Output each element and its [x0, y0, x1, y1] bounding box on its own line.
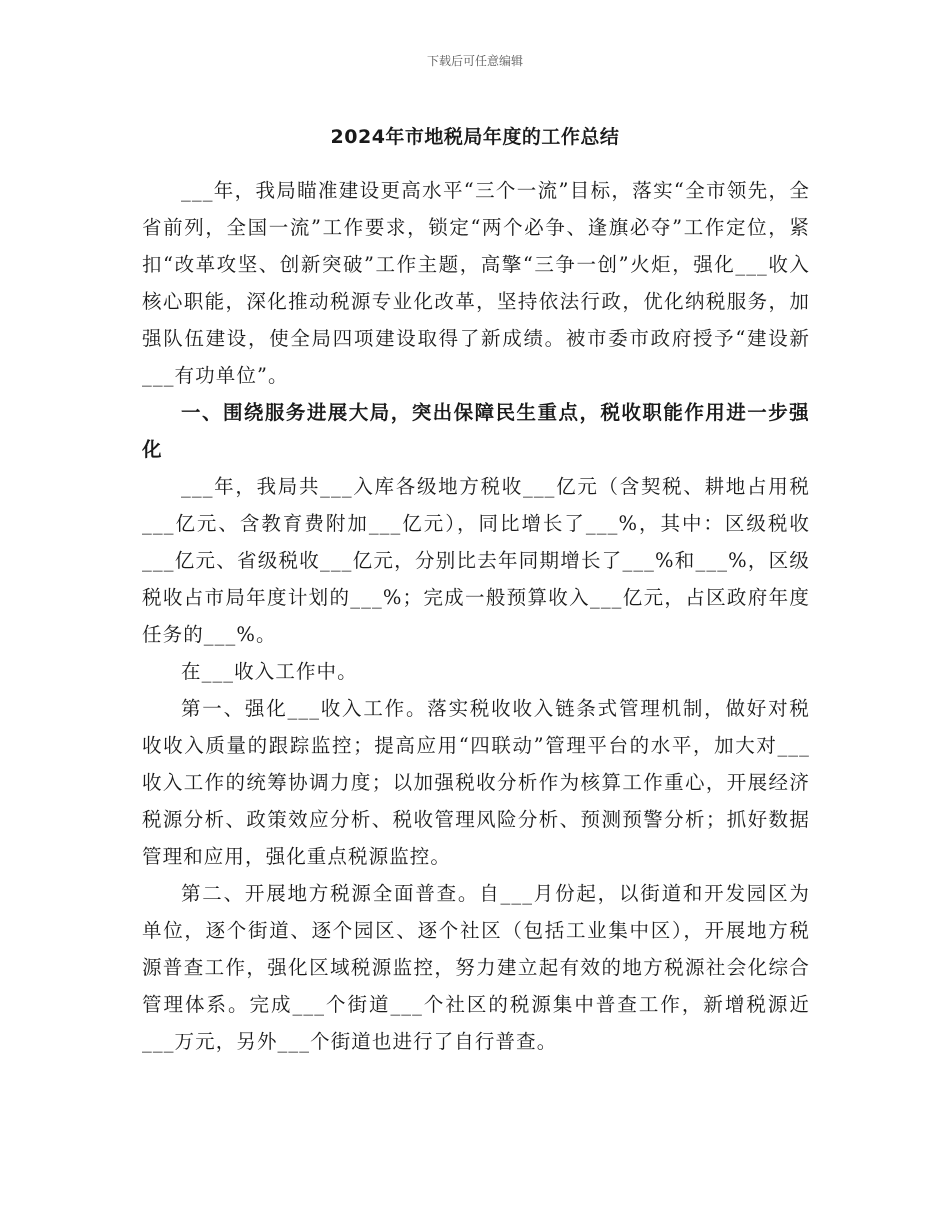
header-note: 下载后可任意编辑	[426, 54, 523, 68]
document-title: 2024年市地税局年度的工作总结	[330, 126, 620, 148]
intro-paragraph: ___年，我局瞄准建设更高水平“三个一流”目标，落实“全市领先，全省前列，全国一流”工作要求，锁定“两个必争、逢旗必夺”工作定位，紧扣“改革攻坚、创新突破”工作主题，高擎“三争一创”火炬，强化___收入核心职能，深化推动税源专业化改革，坚持依法行政，优化纳税服务，加强队伍建设，使全局四项建设取得了新成绩。被市委市政府授予“建设新___有功单位”。	[142, 179, 810, 387]
section-heading: 一、围绕服务进展大局，突出保障民生重点，税收职能作用进一步强化	[142, 401, 810, 461]
second-point-paragraph: 第二、开展地方税源全面普查。自___月份起，以街道和开发园区为单位，逐个街道、逐个园区、逐个社区（包括工业集中区），开展地方税源普查工作，强化区域税源监控，努力建立起有效的地方税源社会化综合管理体系。完成___个街道___个社区的税源集中普查工作，新增税源近___万元，另外___个街道也进行了自行普查。	[142, 882, 810, 1053]
revenue-paragraph: ___年，我局共___入库各级地方税收___亿元（含契税、耕地占用税___亿元、含教育费附加___亿元），同比增长了___%，其中：区级税收___亿元、省级税收___亿元，分别比去年同期增长了___%和___%，区级税收占市局年度计划的___%；完成一般预算收入___亿元，占区政府年度任务的___%。	[142, 475, 810, 646]
first-point-paragraph: 第一、强化___收入工作。落实税收收入链条式管理机制，做好对税收收入质量的跟踪监控；提高应用“四联动”管理平台的水平，加大对___收入工作的统筹协调力度；以加强税收分析作为核算工作重心，开展经济税源分析、政策效应分析、税收管理风险分析、预测预警分析；抓好数据管理和应用，强化重点税源监控。	[142, 697, 810, 868]
document-body	[142, 172, 810, 1060]
revenue-work-paragraph: 在___收入工作中。	[181, 660, 358, 683]
